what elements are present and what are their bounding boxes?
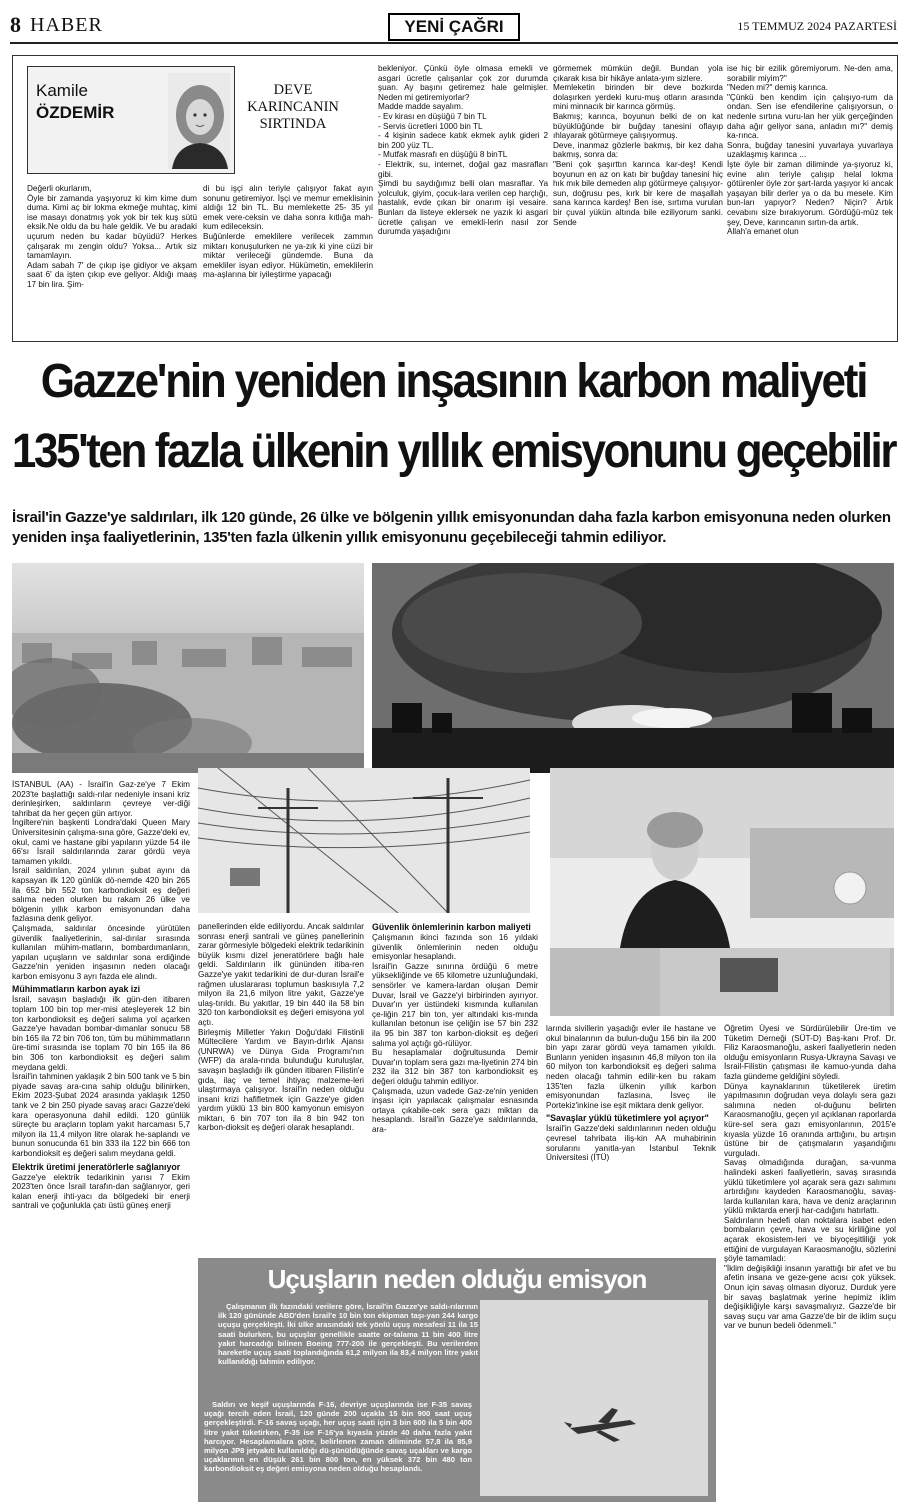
article-text: İSTANBUL (AA) - İsrail'in Gaz-ze'ye 7 Ekim 2023'te başlattığı saldı-rılar nedeniyle insani kriz derinleşirken, saldırıların çevreye ver-diği tahribat da her geçen gün artıyor. İngiltere'nin başkenti Londra'daki Queen Mary Üniversitesinin çalışma-sına göre, Gazze'deki ev, okul, cami ve hastane gibi yapıların yüzde 54 ile 66'sı İsrail saldırılarında zarar gördü veya tamamen yıkıldı. İsrail saldırılan, 2024 yılının şubat ayını da kapsayan ilk 120 günlük dö-nemde 420 bin 265 ila 652 bin 552 ton karbondioksit eş değeri salıma neden olurken bu rakam 26 ülke ve bölgenin yıllık karbon emisyonundan daha fazlasına denk geliyor. Çalışmada, saldırılar öncesinde yürütülen güvenlik faaliyetlerinin, sal-dırılar sırasında kullanılan mühim-matların, bombardımanların, yapılan uçuşların ve saldırılar sona erdiğinde Gazze'nin yeniden inşasının neden olacağı karbon emisyonu 3 ayrı fazda ele alındı.	[12, 780, 190, 981]
section-label: HABER	[30, 14, 103, 36]
column-text-4: görmemek mümkün değil. Bundan yola çıkarak kısa bir hikâye anlata-yım sizlere. Memleketin birinden bir deve bozkırda dolaşırken yerdeki kuru-muş otların arasında mini minnacık bir karınca görmüş. Bakmış; karınca, boyunun belki de on kat büyüklüğünde bir buğday tanesini oflayıp ıhlayarak götürmeye çalışıyormuş. Deve, inanmaz gözlerle bakmış, bir kez daha bakmış, sonra da: "Beni çok şaşırttın karınca kar-deş! Kendi boyunun en az on katı bir buğday tanesini hiç hık mık bile demeden alıp götürmeye çalışıyor-sun, doğrusu pes, kırk bir kere de maşallah sana karınca kardeş! Ben ise, sırtıma vurulan bir çuval yükün altında bile eziliyorum sanki. Sende	[553, 64, 723, 227]
box-text-2: Saldırı ve keşif uçuşlarında F-16, devriye uçuşlarında ise F-35 savaş uçağı tercih eden İsrail, 120 günde 200 uçakla 15 bin 900 saat uçuş gerçekleştirdi. F-16 savaş uçağı, her uçuş saati için 3 bin 600 ila 5 bin 400 litre yakıt tüketirken, F-35 ise F-16'ya kıyasla yüzde 40 daha fazla yakıt harcıyor. Hesaplamalara göre, belirlenen zaman diliminde 57,8 ila 85,9 milyon JP8 jetyakıtı kullanıldığı dü-şünüldüğünde savaş uçakları ve kargo uçaklarının en düşük 261 bin 800 ton, en yüksek 372 bin 480 ton karbondioksit eş değeri emisyona neden olduğu hesaplandı.	[204, 1400, 472, 1474]
opinion-column	[12, 55, 898, 342]
professor-portrait-photo	[550, 768, 894, 1016]
article-column-1	[12, 780, 190, 1504]
box-text-1: Çalışmanın ilk fazındaki verilere göre, İsrail'in Gazze'ye saldı-rılarının ilk 120 gününde ABD'den İsrail'e 10 bin ton ekipman taşı-yan 244 kargo uçuşu gerçekleşti. İki ülke arasındaki tek yönlü uçuş mesafesi 11 ila 15 saati bulurken, bu uçuşlar genellikle saatte or-talama 11 bin 400 litre yakıt harcadığı bilinen Boeing 777-200 ile gerçekleşti. Bu verilerden hareketle uçuş saati toplandığında 61,2 milyon ila 83,4 milyon litre yakıt kullanıldığı tahmin ediliyor.	[218, 1302, 478, 1367]
article-text: larında sivillerin yaşadığı evler ile hastane ve okul binalarının da bulun-duğu 156 bin ila 200 bin yapı zarar gördü veya tamamen yıkıldı. Bunların yeniden inşasının 46,8 milyon ton ila 60 milyon ton karbondioksit eş değeri salıma neden olacağı tahmin edilir-ken bu rakam 135'ten fazla ülkenin yıllık karbon emisyonundan fazlasına, İsveç ile Portekiz'inkine ise eşit miktara denk geliyor.	[546, 1024, 716, 1110]
page-number: 8	[10, 12, 21, 37]
subhead-wars: "Savaşlar yüklü tüketimlere yol açıyor"	[546, 1113, 709, 1124]
column-text-5: ise hiç bir ezilik göremiyorum. Ne-den ama, sorabilir miyim?" "Neden mi?" demiş karınca. "Çünkü ben kendim için çalışıyo-rum da ondan. Sen ise efendilerine çalışıyorsun, o nedenle sırtına vuru-lan her yük gerçeğinden daha ağır geliyor sana, anladın mı?" demiş ka-rınca. Sonra, buğday tanesini yuvarlaya yuvarlaya uzaklaşmış karınca ... İşte öyle bir zaman diliminde ya-şıyoruz ki, evine alın teriyle çalışıp helal lokma götürenler öyle zor şart-larda yaşıyor ki ancak yaşayan bilir derler ya o da bu mesele. Kim bun-ları yapıyor? Neden? Niçin? Artık cevabını size bırakıyorum. Gördüğü-müz tek şey, Deve, karıncanın sırtın-da artık. Allah'a emanet olun	[727, 64, 893, 237]
header-rule	[10, 42, 898, 44]
subhead-munitions: Mühimmatların karbon ayak izi	[12, 984, 141, 995]
power-lines-photo	[198, 768, 530, 913]
author-first-name: Kamile	[36, 81, 88, 100]
article-text: Çalışmanın ikinci fazında son 16 yıldaki güvenlik önlemlerinin neden olduğu emisyonlar hesaplandı. İsrail'in Gazze sınırına ördüğü 6 metre yüksekliğinde ve 65 kilometre uzunluğundaki, sensörler ve kamera-lardan oluşan Demir Duvar, İsrail ve Gazze'yi birbirinden ayırıyor. Duvar'ın yer üstündeki kısmında kullanılan çe-liğin 217 bin ton, yer altındaki kıs-mında kullanılan betonun ise çeliğin ise 57 bin 232 ila 95 bin 387 ton karbon-dioksit eş değeri salıma yol açtığı gö-rülüyor. Bu hesaplamalar doğrultusunda Demir Duvar'ın toplam sera gazı ma-liyetinin 274 bin 232 ila 312 bin 387 ton karbondioksit eş değeri olduğu tahmin ediliyor. Çalışmada, uzun vadede Gaz-ze'nin yeniden inşası için yapılacak çalışmalar esnasında ortaya çıkabile-cek sera gazı miktarı da hesaplandı. İsrail'in Gazze'ye saldırılarında, ara-	[372, 933, 538, 1134]
issue-date: 15 TEMMUZ 2024 PAZARTESİ	[737, 19, 897, 33]
column-text-2: di bu işçi alın teriyle çalışıyor fakat ayın sonunu getiremiyor. İşçi ve memur emeklisinin aldığı 12 bin TL. Bu memlekette 25- 35 yıl emek vere-ceksin ve daha sonra kıtlığa mah-kum edileceksin. Buğünlerde emeklilere verilecek zammın miktarı konuşulurken ne ya-zık ki yine cüzi bir miktar verileceği gündemde. Buna da emekliler isyan ediyor. Hükümetin, emeklilerin ma-aşlarına bir iyileştirme yapacağı	[203, 184, 373, 280]
column-title: DEVE KARINCANIN SIRTINDA	[247, 82, 339, 132]
article-column-2: panellerinden elde ediliyordu. Ancak saldırılar sonrası enerji santrali ve güneş panellerinin zarar görmesiyle bölgedeki elektrik tedarikinin büyük kısmı dizel jeneratörlere bağlı hale geldi. Saldırıların ilk gününden itiba-ren Gazze'ye yakıt tedarikini de dur-duran İsrail'e rağmen uluslararası toplumun baskısıyla 7,2 milyon ila 21,6 milyon litre yakıt, Gazze'ye ulaş-tırıldı. Bu yakıtlar, 19 bin 440 ila 58 bin 320 ton karbondioksit eş değeri emisyona yol açtı. Birleşmiş Milletler Yakın Doğu'daki Filistinli Mültecilere Yardım ve Bayın-dırlık Ajansı (UNRWA) ve Dünya Gıda Programı'nın (WFP) da arala-rında bulunduğu kuruluşlar, savaşın başladığı ilk günden itibaren Filistin'e gıda, ilaç ve temel ihtiyaç malzeme-leri ulaştırmaya çalışıyor. İsrail'in neden olduğu insani krizi hafifletmek için Gazze'ye giden yardım yüklü 13 bin 800 kamyonun emisyon miktarı, 6 bin 707 ton ila 8 bin 942 ton karbon-dioksit eş değeri olarak hesaplandı.	[198, 922, 364, 1133]
gaza-city-smoke-photo	[12, 563, 364, 773]
article-text: İsrail, savaşın başladığı ilk gün-den itibaren toplam 100 bin top mer-misi ateşleyerek 12 bin ton karbondioksit eş değeri salıma yol açarken Gazze'ye havadan bombar-dımanlar sonucu 58 bin 165 ila 72 bin 706 ton, tüm bu mühimmatların üre-timi sırasında ise toplam 70 bin 165 ila 86 bin 306 ton karbondioksit eş değeri salım meydana geldi. İsrail'in tahminen yaklaşık 2 bin 500 tank ve 5 bin piyade savaş ara-cına sahip olduğu bilinirken, Ekim 2023-Şubat 2024 arasında yaklaşık 1250 tank ve 2 bin 250 piyade savaş aracı Gazze'deki kara operasyonuna dahil edildi. 120 günlük süreçte bu araçların toplam yakıt harcaması 5,7 milyon ila 11,4 milyon litre olarak he-saplandı ve bunun sonucunda 61 bin 333 ila 122 bin 666 ton karbondioksit eş değeri salım meydana geldi.	[12, 995, 190, 1158]
author-photo	[168, 73, 230, 169]
headline-line-1: Gazze'nin yeniden inşasının karbon maliyeti	[40, 354, 867, 409]
newspaper-logo	[388, 13, 520, 41]
headline-spot: İsrail'in Gazze'ye saldırıları, ilk 120 günde, 26 ülke ve bölgenin yıllık emisyonundan daha fazla karbon emisyonuna neden olurken yeniden inşa faaliyetlerinin, 135'ten fazla ülkenin yıllık emisyonunu geçebileceği tahmin ediliyor.	[12, 509, 891, 546]
article-column-3	[372, 922, 538, 1252]
headline-line-2: 135'ten fazla ülkenin yıllık emisyonunu geçebilir	[11, 424, 896, 479]
article-column-5: Öğretim Üyesi ve Sürdürülebilir Üre-tim ve Tüketim Derneği (SÜT-D) Baş-kanı Prof. Dr. Filiz Karaosmanoğlu, askeri faaliyetlerin neden olduğu emisyonların Rusya-Ukrayna Savaşı ve İsrail-Filistin çatışması ile kamuo-yunda daha fazla gündeme geldiğini söyledi. Dünya kaynaklarının tüketilerek üretim yapılmasının doğrudan veya dolaylı sera gazı salımına neden ol-duğunu belirten Karaosmanoğlu, geçen yıl açıklanan raporlarda küre-sel sera gazı emisyonlarının, 2015'e kıyasla yüzde 16 oranında arttığını, bu artışın üstüne bir de çatışmaların yaşandığını vurguladı. Savaş olmadığında durağan, sa-vunma halindeki askeri faaliyetlerin, savaş sırasında yüklü tüketimlere yol açarak sera gazı salımını artırdığını kaydeden Karaosmanoğlu, savaş-larda kullanılan kara, hava ve deniz araçlarının yüklü miktarda enerji har-cadığını hatırlattı. Saldırıların hedefi olan noktalara isabet eden bombaların çevre, hava ve su kirliliğine yol açarak ekosistem-leri ve biyoçeşitliliği yok ettiğini de vurgulayan Karaosmanoğlu, sözlerini şöyle tamamladı: "İklim değişikliği insanın yarattığı bir afet ve bu afetin insana ve geze-gene acısı çok yüksek. Onun için savaş olmasın diyoruz. Durduk yere bir savaş başlatmak yerine hepimiz iklim değişikliğiyle karşı savaşmalıyız. Gazze'de bir savaş suçu var ama Gazze'de bir de iklim suçu var ve bunun bedeli ödenmeli."	[724, 1024, 896, 1331]
article-text: Gazze'ye elektrik tedarikinin yarısı 7 Ekim 2023'ten önce İsrail tarafın-dan sağlanıyor, geri kalan enerji ihti-yacı da bölgedeki bir enerji santrali ve çoğunlukla çatı üstü güneş enerji	[12, 1172, 190, 1211]
subhead-security: Güvenlik önlemlerinin karbon maliyeti	[372, 922, 531, 932]
subhead-generators: Elektrik üretimi jeneratörlerle sağlanıyor	[12, 1161, 181, 1172]
column-text-3: bekleniyor. Çünkü öyle olmasa emekli ve asgari ücretle çalışanlar çok zor durumda şuan. Ay başını getiremez hale gelmişler. Neden mi getiremiyorlar? Madde madde sayalım. - Ev kirası en düşüğü 7 bin TL - Servis ücretleri 1000 bin TL - 4 kişinin sadece katık ekmek aylık gideri 2 bin 200 yüz TL. - Mutfak masrafı en düşüğü 8 binTL - Elektrik, su, internet, doğal gaz masrafları gibi. Şimdi bu saydığımız belli olan masraflar. Ya yolculuk, giyim, çocuk-lara verilen cep harçlığı, hastalık, evde çıkan bir onarım işi vesaire. Bunları da listeye eklersek ne yazık ki asgari ücretle çalışan ve emekli-lerin nasıl zor durumda yaşadığını	[378, 64, 548, 237]
logo-text: YENİ ÇAĞRI	[404, 17, 504, 36]
page-header	[0, 0, 907, 44]
article-text: İsrail'in Gazze'deki saldırılarının neden olduğu çevresel tahribata iliş-kin AA muhabirinin sorularını yanıtla-yan İstanbul Teknik Üniversitesi (İTÜ)	[546, 1124, 716, 1163]
column-text-1: Değerli okurlarım, Öyle bir zamanda yaşıyoruz ki kim kime dum duma. Kimi aç bir lokma ekmeğe muhtaç, kimi ise masayı donatmış yok yok bir tek kuş sütü eksik.Ne oldu da bu hale geldik. Ve bu aradaki uçurum neden bu kadar büyüdü? Herkes çalışarak mı zengin oldu? Yoksa... Artık siz tamamlayın. Adam sabah 7' de çıkıp işe gidiyor ve akşam saat 6' da işten çıkıp eve geliyor. Aldığı maaş 17 bin lira. Şim-	[27, 184, 197, 289]
author-last-name: ÖZDEMİR	[36, 103, 115, 122]
gaza-fire-photo	[372, 563, 894, 773]
box-title: Uçuşların neden olduğu emisyon	[267, 1264, 647, 1294]
fighter-jet-photo	[480, 1300, 708, 1496]
author-box	[27, 66, 235, 174]
flight-emissions-box	[198, 1258, 716, 1502]
article-column-4	[546, 1024, 716, 1254]
